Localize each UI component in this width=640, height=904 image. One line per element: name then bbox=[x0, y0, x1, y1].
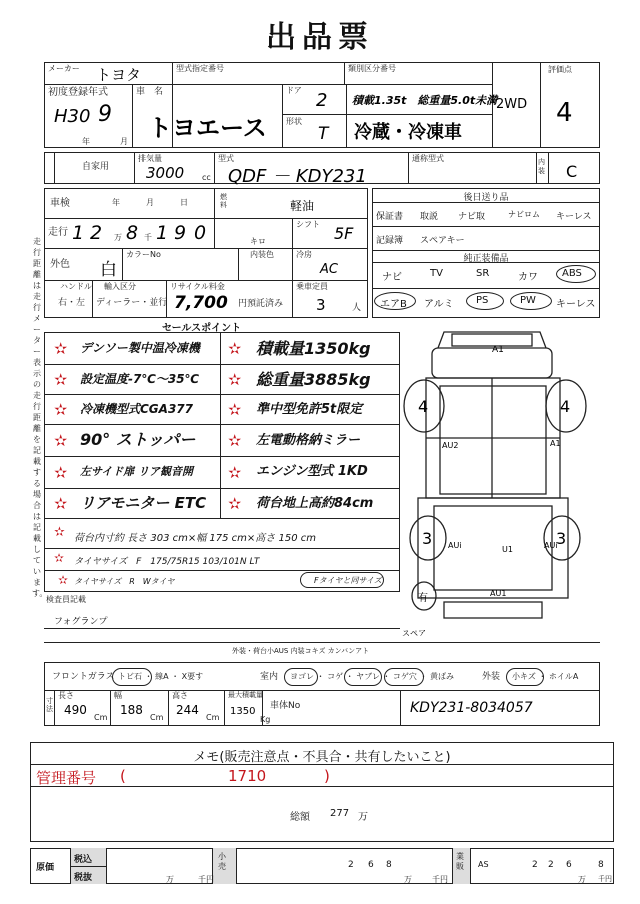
star-icon: ✫ bbox=[54, 494, 68, 513]
inner-label: 内装 bbox=[538, 158, 545, 175]
disp-label: 排気量 bbox=[138, 154, 162, 163]
length-unit: Cm bbox=[94, 713, 108, 722]
car-name: トヨエース bbox=[148, 114, 267, 142]
fuel-value: 軽油 bbox=[290, 199, 315, 213]
star-icon: ✫ bbox=[54, 525, 65, 540]
gyohan-label: 業販 bbox=[456, 852, 464, 871]
mark-aui-right: AUi bbox=[544, 541, 558, 550]
equip-navi: ナビ bbox=[382, 272, 402, 283]
height-label: 高さ bbox=[172, 691, 188, 700]
kouri-digit-1: 2 bbox=[348, 860, 354, 870]
capacity-label: 乗車定員 bbox=[296, 282, 328, 291]
tire-rr: 3 bbox=[556, 529, 567, 548]
mileage-digit-5: 9 bbox=[174, 222, 187, 244]
star-icon: ✫ bbox=[54, 339, 68, 358]
total-value: 277 bbox=[330, 808, 350, 819]
star-icon: ✫ bbox=[54, 400, 68, 419]
as-label: AS bbox=[478, 860, 489, 869]
recycle-fee: 7,700 bbox=[174, 293, 228, 313]
tire-fl: 4 bbox=[418, 397, 429, 416]
mark-au2: AU2 bbox=[442, 441, 459, 450]
inner-grade: C bbox=[566, 162, 578, 181]
point-left-1: デンソー製中温冷凍機 bbox=[80, 341, 200, 355]
fog-lamp-note: フォグランプ bbox=[54, 617, 108, 627]
mark-u1: U1 bbox=[502, 545, 513, 554]
kouri-digit-2: 6 bbox=[368, 860, 374, 870]
zeikomi-label: 税込 bbox=[74, 855, 93, 865]
footer-senyen: 千円 bbox=[198, 875, 214, 884]
car-name-label: 車 名 bbox=[136, 87, 164, 97]
exterior-options: 小キズ ・ ホイルA bbox=[512, 672, 579, 681]
cc-unit: cc bbox=[202, 173, 211, 182]
star-icon: ✫ bbox=[228, 431, 242, 450]
width-label: 幅 bbox=[114, 691, 122, 700]
point-left-3: 冷凍機型式CGA377 bbox=[80, 402, 193, 416]
gyohan-senyen: 千円 bbox=[598, 875, 612, 883]
truck-diagram bbox=[398, 326, 598, 636]
later-row2-item-2: スペアキー bbox=[420, 236, 465, 246]
mileage-digit-1: 1 bbox=[72, 222, 85, 244]
mgmt-close: ) bbox=[324, 767, 330, 785]
kouri-digit-3: 8 bbox=[386, 860, 392, 870]
shaken-unit-year: 年 bbox=[112, 198, 120, 207]
disp-value: 3000 bbox=[146, 164, 185, 182]
tire-rl: 3 bbox=[422, 529, 433, 548]
exterior-label: 外装 bbox=[482, 672, 501, 682]
int-color-label: 内装色 bbox=[250, 250, 274, 259]
star-icon: ✫ bbox=[54, 431, 68, 450]
ext-color: 白 bbox=[100, 260, 117, 280]
shift-value: 5F bbox=[334, 224, 354, 243]
point-left-2: 設定温度-7℃～35℃ bbox=[80, 372, 200, 386]
drive-type: 2WD bbox=[496, 97, 528, 112]
mgmt-label: 管理番号 bbox=[36, 769, 97, 787]
use-label: 自家用 bbox=[82, 162, 110, 172]
gyohan-man: 万 bbox=[578, 875, 586, 884]
capacity-unit: 人 bbox=[352, 303, 362, 313]
star-icon: ✫ bbox=[54, 551, 65, 565]
shaken-label: 車検 bbox=[50, 198, 70, 209]
footer-man: 万 bbox=[166, 875, 174, 884]
mileage-digit-3: 8 bbox=[126, 222, 139, 244]
mark-a1-right: A1 bbox=[550, 439, 561, 448]
total-unit: 万 bbox=[358, 812, 368, 823]
maker-label: メーカー bbox=[48, 64, 80, 73]
fuel-label: 燃料 bbox=[220, 193, 227, 209]
class-label: 通称型式 bbox=[412, 154, 444, 163]
point-right-4: 左電動格納ミラー bbox=[256, 433, 361, 448]
kouri-label: 小売 bbox=[218, 852, 226, 871]
km-unit: キロ bbox=[250, 237, 266, 246]
shaken-unit-day: 日 bbox=[180, 198, 188, 207]
maker-value: トヨタ bbox=[96, 66, 142, 84]
model-type: QDF － KDY231 bbox=[228, 166, 367, 187]
capacity-value: 3 bbox=[316, 296, 326, 314]
width-value: 188 bbox=[120, 703, 143, 717]
point-right-6: 荷台地上高約84cm bbox=[256, 496, 374, 511]
kouri-man: 万 bbox=[404, 875, 412, 884]
mgmt-open: ( bbox=[120, 767, 126, 785]
later-item-4: ナビロム bbox=[508, 210, 540, 219]
glass-options: トビ石 ・ 線A ・ X要す bbox=[118, 672, 204, 681]
spare-label: スペア bbox=[402, 629, 426, 636]
recycle-unit: 円預託済み bbox=[238, 299, 284, 309]
equip-sr: SR bbox=[476, 268, 490, 279]
star-icon: ✫ bbox=[54, 370, 68, 389]
star-icon: ✫ bbox=[228, 494, 242, 513]
later-item-1: 保証書 bbox=[376, 212, 404, 222]
memo-title: メモ(販売注意点・不具合・共有したいこと) bbox=[193, 750, 451, 765]
era-year: H30 bbox=[54, 106, 91, 127]
mileage-label: 走行 bbox=[48, 227, 68, 238]
later-item-3: ナビ取 bbox=[458, 212, 486, 222]
vin-label: 車体No bbox=[270, 701, 301, 711]
year-unit: 年 bbox=[82, 137, 90, 146]
type-label: 型式 bbox=[218, 154, 234, 163]
handle-label: ハンドル bbox=[60, 282, 92, 291]
eval-score: 4 bbox=[556, 98, 573, 128]
height-value: 244 bbox=[176, 703, 199, 717]
later-item-5: キーレス bbox=[556, 212, 592, 222]
equip-tv: TV bbox=[430, 268, 443, 279]
first-reg-label: 初度登録年式 bbox=[48, 87, 108, 98]
star-icon: ✫ bbox=[228, 339, 242, 358]
cargo-dimensions: 荷台内寸約 長さ 303 cm×幅 175 cm×高さ 150 cm bbox=[74, 533, 316, 544]
shape-value: T bbox=[318, 124, 329, 144]
interior-options: ヨゴレ ・ コゲ ・ ヤブレ ・ コゲ穴 ・ 黄ばみ bbox=[290, 672, 455, 681]
mileage-unit-man: 万 bbox=[114, 233, 122, 242]
point-right-2: 総重量3885kg bbox=[256, 370, 371, 389]
length-label: 長さ bbox=[58, 691, 74, 700]
glass-label: フロントガラス bbox=[52, 672, 115, 682]
genka-label: 原価 bbox=[36, 863, 55, 873]
tire-size-front: タイヤサイズ F 175/75R15 103/101N LT bbox=[74, 557, 260, 567]
handle-value: 右・左 bbox=[58, 298, 86, 308]
tire-size-rear: タイヤサイズ R Wタイヤ bbox=[74, 577, 175, 586]
mileage-digit-4: 1 bbox=[156, 222, 169, 244]
later-item-2: 取説 bbox=[420, 212, 439, 222]
max-load-unit: Kg bbox=[260, 715, 271, 724]
mark-aui-left: AUi bbox=[448, 541, 462, 550]
sales-title: セールスポイント bbox=[162, 323, 242, 334]
import-label: 輸入区分 bbox=[104, 282, 136, 291]
eval-label: 評価点 bbox=[548, 65, 572, 74]
body-type: 冷蔵・冷凍車 bbox=[354, 122, 462, 143]
kouri-senyen: 千円 bbox=[432, 875, 448, 884]
equip-keyless: キーレス bbox=[556, 299, 596, 310]
equip-leather: カワ bbox=[518, 272, 538, 283]
equip-title: 純正装備品 bbox=[463, 254, 509, 264]
model-code-label: 型式指定番号 bbox=[176, 64, 224, 73]
later-row2-item-1: 記録簿 bbox=[376, 236, 404, 246]
import-value: ディーラー・並行 bbox=[96, 298, 168, 308]
ac-label: 冷房 bbox=[296, 250, 312, 259]
star-icon: ✫ bbox=[228, 463, 242, 482]
point-right-1: 積載量1350kg bbox=[256, 339, 371, 358]
color-no-label: カラーNo bbox=[126, 250, 161, 259]
star-icon: ✫ bbox=[228, 400, 242, 419]
vin-value: KDY231-8034057 bbox=[410, 700, 533, 716]
point-left-6: リアモニター ETC bbox=[80, 494, 207, 512]
tire-note: Fタイヤと同サイズ bbox=[314, 576, 382, 585]
point-left-4: 90° ストッパー bbox=[80, 430, 196, 449]
gyohan-digit-1: 2 bbox=[532, 860, 538, 870]
month-unit: 月 bbox=[120, 137, 128, 146]
star-icon: ✫ bbox=[228, 370, 242, 389]
star-icon: ✫ bbox=[54, 463, 68, 482]
reg-month: 9 bbox=[98, 102, 112, 127]
shape-label: 形状 bbox=[286, 117, 302, 126]
recycle-label: リサイクル料金 bbox=[170, 282, 225, 291]
price-footer bbox=[30, 848, 614, 884]
max-load-label: 最大積載量 bbox=[228, 691, 263, 699]
gyohan-digit-2: 2 bbox=[548, 860, 554, 870]
later-title: 後日送り品 bbox=[463, 193, 509, 203]
spare-mark: 有 bbox=[418, 593, 428, 604]
side-note: 走行距離は走行メーター表示の走行距離を記載する場合は記載しています。 bbox=[32, 237, 48, 598]
shift-label: シフト bbox=[296, 220, 320, 229]
page-title: 出品票 bbox=[266, 20, 374, 55]
gyohan-digit-4: 8 bbox=[598, 860, 604, 870]
mileage-digit-2: 2 bbox=[90, 222, 103, 244]
inspector-note: 外装・荷台小AUS 内装コキズ カンバンアト bbox=[232, 647, 370, 655]
dim-label: 寸法 bbox=[46, 697, 53, 713]
shaken-unit-month: 月 bbox=[146, 198, 154, 207]
interior-label: 室内 bbox=[260, 672, 279, 682]
inspector-label: 検査員記載 bbox=[46, 595, 86, 604]
height-unit: Cm bbox=[206, 713, 220, 722]
equip-ps: PS bbox=[476, 295, 489, 306]
mgmt-number: 1710 bbox=[228, 767, 267, 785]
point-left-5: 左サイド扉 リア観音開 bbox=[80, 465, 194, 478]
star-icon: ✫ bbox=[58, 573, 69, 587]
tire-fr: 4 bbox=[560, 397, 571, 416]
door-label: ドア bbox=[286, 86, 302, 95]
max-load: 1350 bbox=[230, 706, 256, 717]
width-unit: Cm bbox=[150, 713, 164, 722]
equip-pw: PW bbox=[520, 295, 536, 306]
category-label: 類別区分番号 bbox=[348, 64, 396, 73]
gyohan-digit-3: 6 bbox=[566, 860, 572, 870]
equip-airbag: エアB bbox=[380, 299, 407, 310]
mark-au1: AU1 bbox=[490, 589, 507, 598]
total-label: 総額 bbox=[290, 812, 310, 823]
point-right-3: 準中型免許5t限定 bbox=[256, 402, 363, 417]
ext-color-label: 外色 bbox=[50, 259, 70, 270]
point-right-5: エンジン型式 1KD bbox=[256, 464, 368, 479]
mileage-digit-6: 0 bbox=[194, 222, 207, 244]
door-value: 2 bbox=[316, 90, 328, 111]
spec-text: 積載1.35t 総重量5.0t未満 bbox=[352, 94, 498, 107]
ac-value: AC bbox=[320, 262, 338, 277]
mark-a1-top: A1 bbox=[492, 345, 504, 355]
length-value: 490 bbox=[64, 703, 87, 717]
equip-abs: ABS bbox=[562, 268, 582, 279]
equip-alloy: アルミ bbox=[424, 299, 454, 310]
zeinuki-label: 税抜 bbox=[74, 873, 93, 883]
mileage-unit-sen: 千 bbox=[144, 233, 152, 242]
